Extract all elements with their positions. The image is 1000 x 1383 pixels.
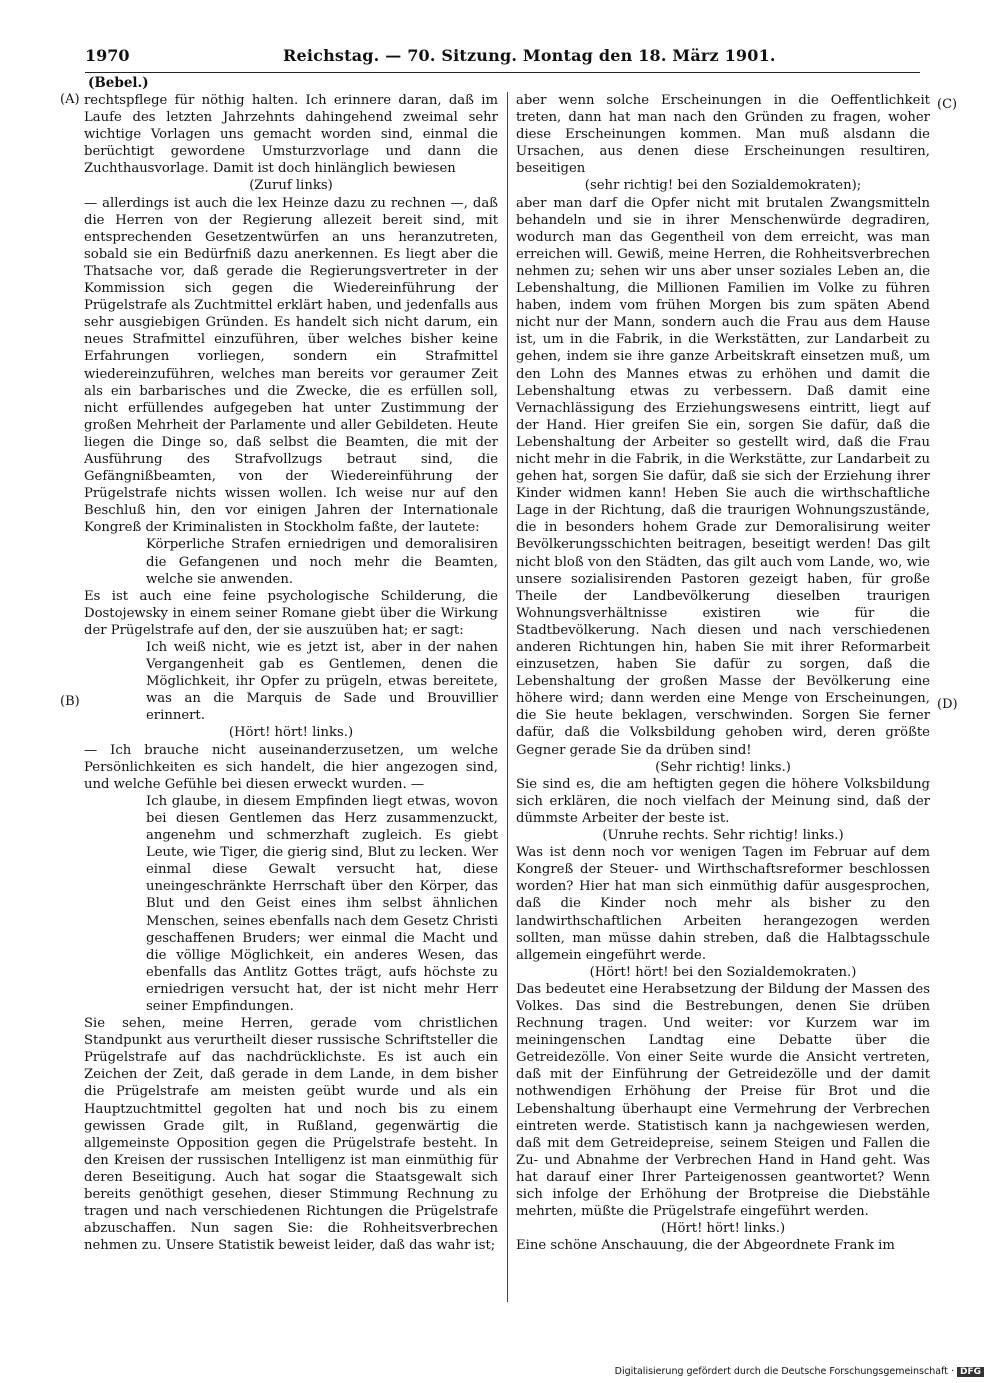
margin-marker-c: (C) <box>937 97 958 112</box>
margin-marker-a: (A) <box>60 92 80 107</box>
footer-text: Digitalisierung gefördert durch die Deutsche Forschungsgemeinschaft · <box>614 1366 954 1377</box>
interjection: (Hört! hört! bei den Sozialdemokraten.) <box>589 964 857 980</box>
margin-marker-d: (D) <box>937 697 958 712</box>
interjection: (sehr richtig! bei den Sozialdemokraten); <box>584 178 862 194</box>
right-column <box>516 92 930 1254</box>
paragraph: — Ich brauche nicht auseinanderzusetzen, um welche Persönlichkeiten es sich handelt, die hier angezogen sind, und welche Gefühle bei diesen erweckt wurden. — <box>84 742 498 792</box>
paragraph: rechtspflege für nöthig halten. Ich erinnere daran, daß im Laufe des letzten Jahrzehnts dahingehend zweimal sehr wichtige Vorlagen uns gemacht worden sind, einmal die berüchtigt gewordene Umsturzvorlage und dann die Zuchthausvorlage. Damit ist doch hinlänglich bewiesen <box>84 93 498 177</box>
header-rule <box>85 72 920 73</box>
paragraph: Sie sind es, die am heftigten gegen die höhere Volksbildung sich erklären, die noch vielfach der Meinung sind, daß der dümmste Arbeiter der beste ist. <box>516 776 930 826</box>
paragraph: aber wenn solche Erscheinungen in die Oeffentlichkeit treten, dann hat man nach den Gründen zu fragen, woher diese Erscheinungen kommen. Man muß alsdann die Ursachen, aus denen diese Erscheinungen resultiren, beseitigen <box>516 93 930 177</box>
paragraph: Eine schöne Anschauung, die der Abgeordnete Frank im <box>516 1238 895 1254</box>
footer-credit <box>615 1366 984 1377</box>
margin-marker-b: (B) <box>60 694 80 709</box>
running-title: Reichstag. — 70. Sitzung. Montag den 18. März 1901. <box>283 46 776 65</box>
block-quote: Ich glaube, in diesem Empfinden liegt etwas, wovon bei diesen Gentlemen das Herz zusammenzuckt, angenehm und schmerzhaft zugleich. Es giebt Leute, wie Tiger, die gierig sind, Blut zu lecken. Wer einmal diese Gewalt versucht hat, diese uneingeschränkte Herrschaft über den Körper, das Blut und den Geist eines ihm selbst ähnlichen Menschen, seines ebenfalls nach dem Gesetz Christi geschaffenen Bruders; wer einmal die Macht und die völlige Möglichkeit, ein anderes Wesen, das ebenfalls das Antlitz Gottes trägt, aufs höchste zu erniedrigen versucht hat, der ist nicht mehr Herr seiner Empfindungen. <box>146 793 498 1014</box>
paragraph: Das bedeutet eine Herabsetzung der Bildung der Massen des Volkes. Das sind die Bestrebungen, denen Sie drüben Rechnung tragen. Und weiter: vor Kurzem war im meiningenschen Landtag eine Debatte über die Getreidezölle. Von einer Seite wurde die Ansicht vertreten, daß mit der Einführung der Getreidezölle und der damit nothwendigen Erhöhung der Preise für Brot und die Lebenshaltung überhaupt eine Vermehrung der Verbrechen eintreten werde. Statistisch kann ja nachgewiesen werden, daß mit dem Getreidepreise, seinem Steigen und Fallen die Zu- und Abnahme der Verbrechen Hand in Hand geht. Was hat darauf einer Ihrer Parteigenossen geantwortet? Wenn sich infolge der Erhöhung der Brotpreise die Diebstähle mehrten, müßte die Prügelstrafe eingeführt werden. <box>516 981 930 1220</box>
block-quote: Ich weiß nicht, wie es jetzt ist, aber in der nahen Vergangenheit gab es Gentlemen, denen die Möglichkeit, ihr Opfer zu prügeln, etwas bereitete, was an die Marquis de Sade und Brouvillier erinnert. <box>146 640 498 724</box>
interjection: (Sehr richtig! links.) <box>655 759 791 775</box>
interjection: (Hört! hört! links.) <box>660 1221 786 1237</box>
page-number: 1970 <box>85 46 130 65</box>
paragraph: Es ist auch eine feine psychologische Schilderung, die Dostojewsky in einem seiner Romane giebt über die Wirkung der Prügelstrafe auf den, der sie auszuüben hat; er sagt: <box>84 588 498 638</box>
paragraph: — allerdings ist auch die lex Heinze dazu zu rechnen —, daß die Herren von der Regierung allezeit bereit sind, mit entsprechenden Gesetzentwürfen an uns heranzutreten, sobald sie ein Bedürfniß dazu anerkennen. Es liegt aber die Thatsache vor, daß gerade die Regierungsvertreter in der Kommission sich gegen die Wiedereinführung der Prügelstrafe als Zuchtmittel erklärt haben, und jedenfalls aus sehr ausgiebigen Gründen. Es handelt sich nicht darum, ein neues Strafmittel einzuführen, über welches bisher keine Erfahrungen vorliegen, sondern ein Strafmittel wiedereinzuführen, welches man bereits vor geraumer Zeit als ein barbarisches und die Zwecke, die es erfüllen soll, nicht erfüllendes aufgegeben hat unter Zustimmung der großen Mehrheit der Parlamente und aller Gebildeten. Heute liegen die Dinge so, daß selbst die Beamten, die mit der Ausführung des Strafvollzugs betraut sind, die Gefängnißbeamten, von der Wiedereinführung der Prügelstrafe nichts wissen wollen. Ich weise nur auf den Beschluß hin, den vor einigen Jahren der Internationale Kongreß der Kriminalisten in Stockholm faßte, der lautete: <box>84 195 498 536</box>
left-column <box>84 92 498 1254</box>
interjection: (Zuruf links) <box>249 178 333 194</box>
paragraph: Was ist denn noch vor wenigen Tagen im Februar auf dem Kongreß der Steuer- und Wirthschaftsreformer beschlossen worden? Hier hat man sich einmüthig dafür ausgesprochen, daß die Kinder noch mehr als bisher zu den landwirthschaftlichen Arbeiten herangezogen werden sollten, man müsse dahin streben, daß die Halbtagsschule allgemein eingeführt werde. <box>516 845 930 963</box>
speaker-label: (Bebel.) <box>88 75 149 91</box>
block-quote: Körperliche Strafen erniedrigen und demoralisiren die Gefangenen und noch mehr die Beamten, welche sie anwenden. <box>146 537 498 587</box>
interjection: (Hört! hört! links.) <box>228 725 354 741</box>
column-divider <box>507 92 508 1302</box>
dfg-logo: DFG <box>957 1367 984 1377</box>
interjection: (Unruhe rechts. Sehr richtig! links.) <box>602 828 844 844</box>
paragraph: Sie sehen, meine Herren, gerade vom christlichen Standpunkt aus verurtheilt dieser russische Schriftsteller die Prügelstrafe auf das nachdrücklichste. Es ist auch ein Zeichen der Zeit, daß gerade in dem Lande, in dem bisher die Prügelstrafe am meisten geübt wurde und als ein Hauptzuchtmittel gegolten hat und noch bis zu einem gewissen Grade gilt, in Rußland, gegenwärtig die allgemeinste Opposition gegen die Prügelstrafe besteht. In den Kreisen der russischen Intelligenz ist man einmüthig für deren Beseitigung. Auch hat sogar die Staatsgewalt sich bereits genöthigt gesehen, dieser Stimmung Rechnung zu tragen und nach verschiedenen Richtungen die Prügelstrafe abzuschaffen. Nun sagen Sie: die Rohheitsverbrechen nehmen zu. Unsere Statistik beweist leider, daß das wahr ist; <box>84 1016 498 1254</box>
paragraph: aber man darf die Opfer nicht mit brutalen Zwangsmitteln behandeln und sie in ihrer Menschenwürde degradiren, wodurch man das Gegentheil von dem erreicht, was man erreichen will. Gewiß, meine Herren, die Rohheitsverbrechen nehmen zu; sehen wir uns aber unser soziales Leben an, die Lebenshaltung, die Millionen Familien im Volke zu führen haben, indem vom frühen Morgen bis zum späten Abend nicht nur der Mann, sondern auch die Frau aus dem Hause ist, um in die Fabrik, in die Werkstätten, zur Landarbeit zu gehen, indem sie ihre ganze Arbeitskraft einsetzen muß, um den Lohn des Mannes etwas zu erhöhen und damit die Lebenshaltung etwas zu verbessern. Daß damit eine Vernachlässigung des Erziehungswesens eintritt, liegt auf der Hand. Hier greifen Sie ein, sorgen Sie dafür, daß die Lebenshaltung der Arbeiter so gestellt wird, daß die Frau nicht mehr in die Fabrik, in die Werkstätte, zur Landarbeit zu gehen hat, sorgen Sie dafür, daß sie sich der Erziehung ihrer Kinder widmen kann! Heben Sie auch die wirthschaftliche Lage in der Richtung, daß die traurigen Wohnungszustände, die in besonders hohem Grade zur Demoralisirung weiter Bevölkerungsschichten beitragen, beseitigt werden! Das gilt nicht bloß von den Städten, das gilt auch vom Lande, wo, wie unsere sozialisirenden Pastoren gezeigt haben, für große Theile der Landbevölkerung dieselben traurigen Wohnungsverhältnisse existiren wie für die Stadtbevölkerung. Nach diesen und nach verschiedenen anderen Richtungen hin, haben Sie mit ihrer Reformarbeit einzusetzen, haben Sie dafür zu sorgen, daß die Lebenshaltung der großen Masse der Bevölkerung eine höhere wird; dann werden eine Menge von Erscheinungen, die Sie heute beklagen, verschwinden. Sorgen Sie ferner dafür, daß die Volksbildung gehoben wird, deren größte Gegner gerade Sie da drüben sind! <box>516 195 930 758</box>
running-header <box>85 46 915 70</box>
